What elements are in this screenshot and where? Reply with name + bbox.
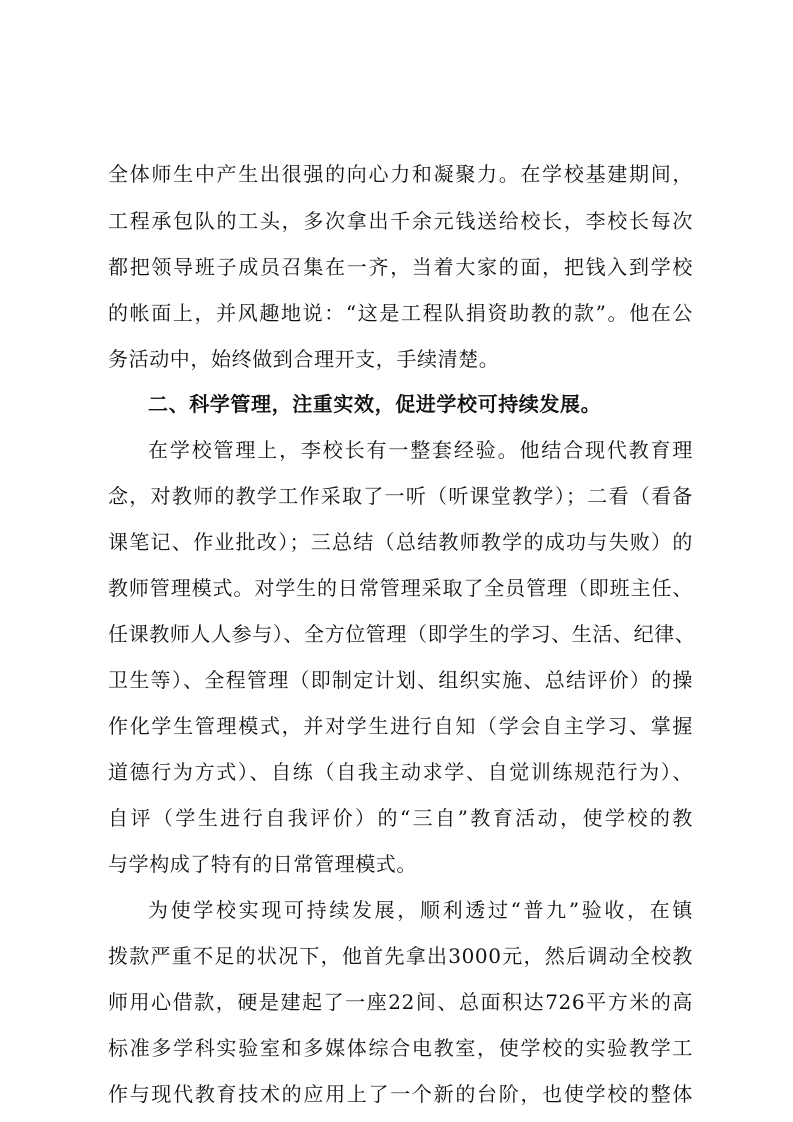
paragraph-line: 拨款严重不足的状况下，他首先拿出3000元，然后调动全校教	[108, 944, 693, 968]
paragraph-line: 在学校管理上，李校长有一整套经验。他结合现代教育理	[148, 438, 693, 462]
paragraph-line: 卫生等）、全程管理（即制定计划、组织实施、总结评价）的操	[108, 668, 693, 692]
paragraph-line: 师用心借款，硬是建起了一座22间、总面积达726平方米的高	[108, 990, 693, 1014]
paragraph-line: 为使学校实现可持续发展，顺利透过“普九”验收，在镇	[148, 898, 693, 922]
paragraph-line: 课笔记、作业批改）；三总结（总结教师教学的成功与失败）的	[108, 530, 693, 554]
paragraph-line: 念，对教师的教学工作采取了一听（听课堂教学）；二看（看备	[108, 484, 693, 508]
paragraph-line: 工程承包队的工头，多次拿出千余元钱送给校长，李校长每次	[108, 209, 693, 233]
paragraph-line: 作与现代教育技术的应用上了一个新的台阶，也使学校的整体	[108, 1082, 693, 1106]
paragraph-line: 教师管理模式。对学生的日常管理采取了全员管理（即班主任、	[108, 576, 693, 600]
paragraph-line: 务活动中，始终做到合理开支，手续清楚。	[108, 347, 500, 371]
paragraph-line: 全体师生中产生出很强的向心力和凝聚力。在学校基建期间，	[108, 162, 693, 186]
paragraph-line: 自评（学生进行自我评价）的“三自”教育活动，使学校的教	[108, 806, 693, 830]
paragraph-line: 道德行为方式）、自练（自我主动求学、自觉训练规范行为）、	[108, 760, 693, 784]
paragraph-line: 作化学生管理模式，并对学生进行自知（学会自主学习、掌握	[108, 714, 693, 738]
paragraph-line: 都把领导班子成员召集在一齐，当着大家的面，把钱入到学校	[108, 255, 693, 279]
paragraph-line: 标准多学科实验室和多媒体综合电教室，使学校的实验教学工	[108, 1036, 693, 1060]
paragraph-line: 的帐面上，并风趣地说：“这是工程队捐资助教的款”。他在公	[108, 301, 693, 325]
paragraph-line: 与学构成了特有的日常管理模式。	[108, 852, 417, 876]
paragraph-line: 任课教师人人参与）、全方位管理（即学生的学习、生活、纪律、	[108, 622, 696, 646]
section-heading: 二、科学管理，注重实效，促进学校可持续发展。	[148, 392, 602, 416]
